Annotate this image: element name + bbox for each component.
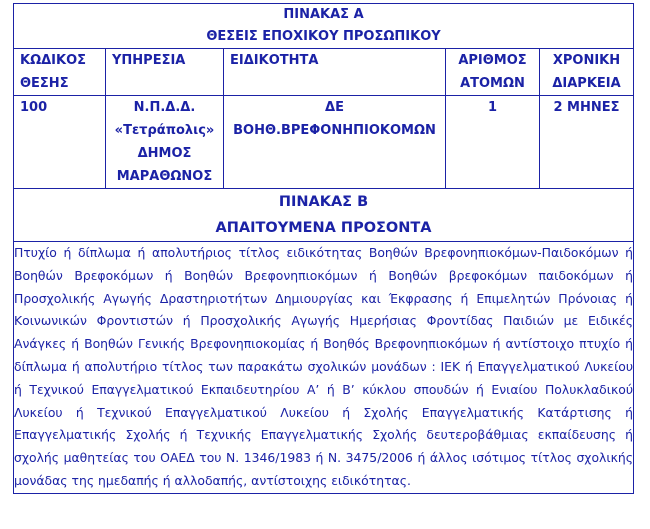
header-code-line1: ΚΩΔΙΚΟΣ [20, 53, 87, 68]
table-b-title-cell [14, 189, 634, 242]
cell-specialty [224, 96, 446, 189]
header-service-label: ΥΠΗΡΕΣΙΑ [112, 53, 186, 68]
cell-service-line2: «Τετράπολις» [114, 123, 215, 138]
cell-code [14, 96, 106, 189]
cell-service [106, 96, 224, 189]
header-duration-line1: ΧΡΟΝΙΚΗ [552, 53, 621, 68]
cell-service-line3: ΔΗΜΟΣ [137, 146, 192, 161]
cell-duration-value: 2 ΜΗΝΕΣ [553, 100, 620, 115]
cell-specialty-line2: ΒΟΗΘ.ΒΡΕΦΟΝΗΠΙΟΚΟΜΩΝ [233, 123, 436, 138]
table-a-title-cell [14, 4, 634, 49]
table-b-subtitle: ΑΠΑΙΤΟΥΜΕΝΑ ΠΡΟΣΟΝΤΑ [215, 220, 432, 236]
cell-count-value: 1 [487, 100, 498, 115]
header-specialty [224, 49, 446, 96]
qualifications-text: Πτυχίο ή δίπλωμα ή απολυτήριος τίτλος ειδικότητας Βοηθών Βρεφονηπιοκόμων-Παιδοκόμων ή Βοηθών Βρεφοκόμων ή Βοηθών Βρεφονηπιοκόμων ή Βοηθών βρεφοκόμων παιδοκόμων ή Προσχολικής Αγωγής Δραστηριοτήτων Δημιουργίας και Έκφρασης ή Επιμελητών Πρόνοιας ή Κοινωνικών Φροντιστών ή Προσχολικής Αγωγής Ημερήσιας Φροντίδας Παιδιών με Ειδικές Ανάγκες ή Βοηθών Γενικής Βρεφονηπιοκομίας ή Βοηθός Βρεφονηπιοκόμων ή αντίστοιχο πτυχίο ή δίπλωμα ή απολυτήριο τίτλος των παρακάτω σχολικών μονάδων : ΙΕΚ ή Επαγγελματικού Λυκείου ή Τεχνικού Επαγγελματικού Εκπαιδευτηρίου Α’ ή Β’ κύκλου σπουδών ή Ενιαίου Πολυκλαδικού Λυκείου ή Τεχνικού Επαγγελματικού Λυκείου ή Σχολής Επαγγελματικής Κατάρτισης ή Επαγγελματικής Σχολής ή Τεχνικής Επαγγελματικής Σχολής δευτεροβάθμιας εκπαίδευσης ή σχολής μαθητείας του ΟΑΕΔ του Ν. 1346/1983 ή Ν. 3475/2006 ή άλλος ισότιμος τίτλος σχολικής μονάδας της ημεδαπής ή αλλοδαπής, αντίστοιχης ειδικότητας. [14, 242, 634, 494]
header-count [446, 49, 540, 96]
header-service [106, 49, 224, 96]
header-duration [540, 49, 634, 96]
header-count-line1: ΑΡΙΘΜΟΣ [458, 53, 527, 68]
cell-service-line4: ΜΑΡΑΘΩΝΟΣ [116, 169, 213, 184]
cell-specialty-line1: ΔΕ [325, 100, 344, 115]
header-duration-line2: ΔΙΑΡΚΕΙΑ [552, 76, 621, 91]
header-code [14, 49, 106, 96]
header-code-line2: ΘΕΣΗΣ [20, 76, 69, 91]
cell-duration [540, 96, 634, 189]
header-specialty-label: ΕΙΔΙΚΟΤΗΤΑ [230, 53, 319, 68]
header-count-line2: ΑΤΟΜΩΝ [460, 76, 525, 91]
table-a-title: ΠΙΝΑΚΑΣ Α [283, 7, 364, 22]
cell-count [446, 96, 540, 189]
cell-code-value: 100 [20, 100, 48, 115]
table-b-title: ΠΙΝΑΚΑΣ Β [278, 194, 369, 210]
positions-table [13, 3, 634, 494]
table-row [14, 96, 634, 189]
cell-service-line1: Ν.Π.Δ.Δ. [133, 100, 196, 115]
table-a-subtitle: ΘΕΣΕΙΣ ΕΠΟΧΙΚΟΥ ΠΡΟΣΩΠΙΚΟΥ [206, 29, 441, 44]
